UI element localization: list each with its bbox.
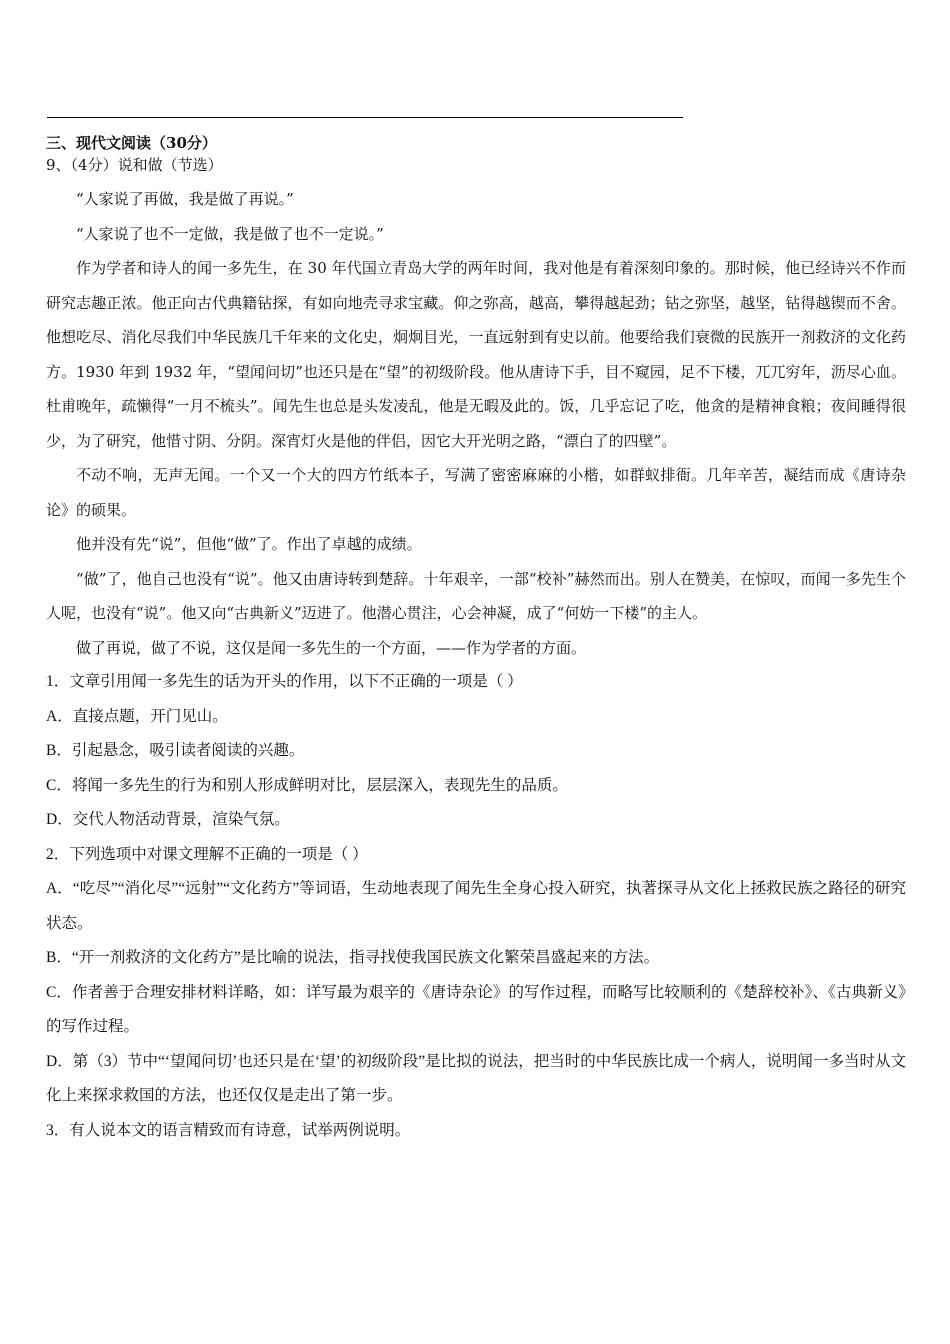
- passage-paragraph-3: 他并没有先“说”，但他“做”了。作出了卓越的成绩。: [76, 535, 422, 553]
- sub-question-3-stem: 3．有人说本文的语言精致而有诗意，试举两例说明。: [46, 1121, 411, 1139]
- sub-question-1-option-c: C．将闻一多先生的行为和别人形成鲜明对比，层层深入，表现先生的品质。: [46, 776, 568, 794]
- top-divider-line: [47, 117, 683, 118]
- sub-question-2-option-a: A．“吃尽”“消化尽”“远射”“文化药方”等词语，生动地表现了闻先生全身心投入研究，执著探寻从文化上拯救民族之路径的研究状态。: [46, 880, 906, 932]
- sub-question-2-option-d: D．第（3）节中“‘望闻问切’也还只是在‘望’的初级阶段”是比拟的说法，把当时的中华民族比成一个病人，说明闻一多当时从文化上来探求救国的方法，也还仅仅是走出了第一步。: [46, 1052, 906, 1104]
- opening-quote-2: “人家说了也不一定做，我是做了也不一定说。”: [76, 224, 384, 243]
- section-heading: 三、现代文阅读（30分）: [46, 134, 217, 152]
- reading-section: [46, 132, 906, 1148]
- opening-quote-1: “人家说了再做，我是做了再说。”: [76, 190, 294, 208]
- sub-question-2-option-c: C．作者善于合理安排材料详略，如：详写最为艰辛的《唐诗杂论》的写作过程，而略写比较顺利的《楚辞校补》、《古典新义》的写作过程。: [46, 983, 906, 1035]
- passage-paragraph-2: 不动不响，无声无闻。一个又一个大的四方竹纸本子，写满了密密麻麻的小楷，如群蚁排衙。几年辛苦，凝结而成《唐诗杂论》的硕果。: [46, 466, 906, 519]
- sub-question-1-stem: 1．文章引用闻一多先生的话为开头的作用，以下不正确的一项是（ ）: [46, 673, 523, 690]
- passage-paragraph-5: 做了再说，做了不说，这仅是闻一多先生的一个方面，——作为学者的方面。: [76, 638, 587, 657]
- sub-question-1-option-a: A．直接点题，开门见山。: [46, 707, 228, 725]
- passage-paragraph-1: 作为学者和诗人的闻一多先生，在 30 年代国立青岛大学的两年时间，我对他是有着深刻印象的。那时候，他已经诗兴不作而研究志趣正浓。他正向古代典籍钻探，有如向地壳寻求宝藏。仰之弥高，越高，攀得越起劲；钻之弥坚，越坚，钻得越锲而不舍。他想吃尽、消化尽我们中华民族几千年来的文化史，炯炯目光，一直远射到有史以前。他要给我们衰微的民族开一剂救济的文化药方。1930 年到 1932 年，“望闻问切”也还只是在“望”的初级阶段。他从唐诗下手，目不窥园，足不下楼，兀兀穷年，沥尽心血。杜甫晚年，疏懒得“一月不梳头”。闻先生也总是头发凌乱，他是无暇及此的。饭，几乎忘记了吃，他贪的是精神食粮；夜间睡得很少，为了研究，他惜寸阴、分阴。深宵灯火是他的伴侣，因它大开光明之路，“漂白了的四壁”。: [46, 259, 906, 450]
- sub-question-2-option-b: B．“开一剂救济的文化药方”是比喻的说法，指寻找使我国民族文化繁荣昌盛起来的方法。: [46, 949, 660, 966]
- sub-question-2-stem: 2．下列选项中对课文理解不正确的一项是（ ）: [46, 845, 368, 863]
- question-9-header: 9、（4分）说和做（节选）: [46, 156, 223, 174]
- sub-question-1-option-d: D．交代人物活动背景，渲染气氛。: [46, 811, 290, 828]
- passage-paragraph-4: “做”了，他自己也没有“说”。他又由唐诗转到楚辞。十年艰辛，一部“校补”赫然而出。别人在赞美，在惊叹，而闻一多先生个人呢，也没有“说”。他又向“古典新义”迈进了。他潜心贯注，心会神凝，成了“何妨一下楼”的主人。: [46, 569, 906, 622]
- sub-question-1-option-b: B．引起悬念，吸引读者阅读的兴趣。: [46, 742, 305, 759]
